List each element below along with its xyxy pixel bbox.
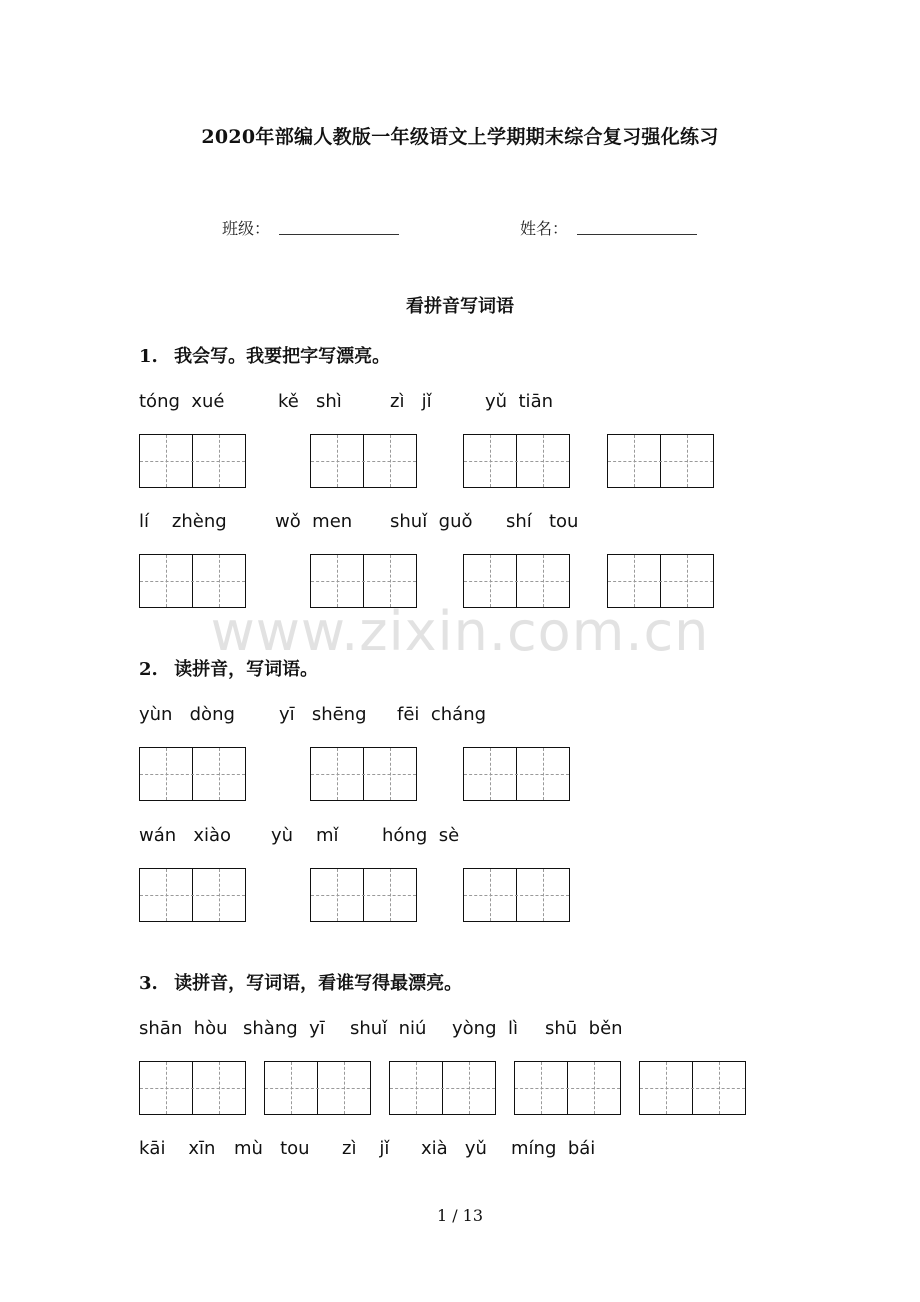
class-label: 班级： (222, 219, 271, 238)
writing-grid[interactable] (139, 1061, 246, 1115)
writing-grid[interactable] (389, 1061, 496, 1115)
question-text: 读拼音，写词语。 (174, 659, 319, 680)
writing-grid[interactable] (514, 1061, 621, 1115)
writing-grid[interactable] (310, 747, 417, 801)
pinyin: hóng sè (382, 825, 460, 846)
writing-grid[interactable] (139, 434, 246, 488)
writing-grid[interactable] (639, 1061, 746, 1115)
pinyin: wǒ men (275, 511, 353, 532)
pinyin: shàng yī (243, 1018, 325, 1039)
question-2 (139, 655, 318, 681)
pinyin: tóng xué (139, 391, 225, 412)
writing-grid[interactable] (607, 434, 714, 488)
watermark: www.zixin.com.cn (210, 600, 710, 663)
pinyin: shuǐ guǒ (390, 511, 473, 532)
pinyin: shí tou (506, 511, 579, 532)
pinyin: shū běn (545, 1018, 623, 1039)
writing-grid[interactable] (463, 434, 570, 488)
pinyin: yī shēng (279, 704, 367, 725)
pinyin: zì jǐ (390, 391, 432, 412)
writing-grid[interactable] (310, 868, 417, 922)
name-label: 姓名： (520, 219, 569, 238)
writing-grid[interactable] (463, 747, 570, 801)
pinyin: yòng lì (452, 1018, 518, 1039)
writing-grid[interactable] (139, 747, 246, 801)
writing-grid[interactable] (139, 868, 246, 922)
name-blank-line (577, 233, 697, 235)
pinyin: míng bái (511, 1138, 596, 1159)
pinyin: kě shì (278, 391, 342, 412)
writing-grid[interactable] (463, 868, 570, 922)
pinyin: kāi xīn (139, 1138, 216, 1159)
pinyin: lí zhèng (139, 511, 227, 532)
pinyin: wán xiào (139, 825, 232, 846)
question-text: 我会写。我要把字写漂亮。 (174, 346, 391, 367)
question-text: 读拼音，写词语，看谁写得最漂亮。 (174, 973, 463, 994)
question-number: 3. (139, 973, 158, 994)
question-1 (139, 342, 390, 368)
pinyin: yù mǐ (271, 825, 339, 846)
pinyin: yǔ tiān (485, 391, 554, 412)
question-number: 1. (139, 346, 158, 367)
document-title: 2020年部编人教版一年级语文上学期期末综合复习强化练习 (201, 126, 719, 148)
question-3 (139, 969, 462, 995)
pinyin: shān hòu (139, 1018, 228, 1039)
pinyin: xià yǔ (421, 1138, 487, 1159)
pinyin: yùn dòng (139, 704, 235, 725)
pinyin: fēi cháng (397, 704, 487, 725)
class-blank-line (279, 233, 399, 235)
writing-grid[interactable] (264, 1061, 371, 1115)
pinyin: mù tou (234, 1138, 310, 1159)
pinyin: zì jǐ (342, 1138, 390, 1159)
section-title: 看拼音写词语 (406, 296, 514, 317)
pinyin: shuǐ niú (350, 1018, 427, 1039)
question-number: 2. (139, 659, 158, 680)
page-number: 1 / 13 (436, 1206, 484, 1225)
writing-grid[interactable] (310, 434, 417, 488)
